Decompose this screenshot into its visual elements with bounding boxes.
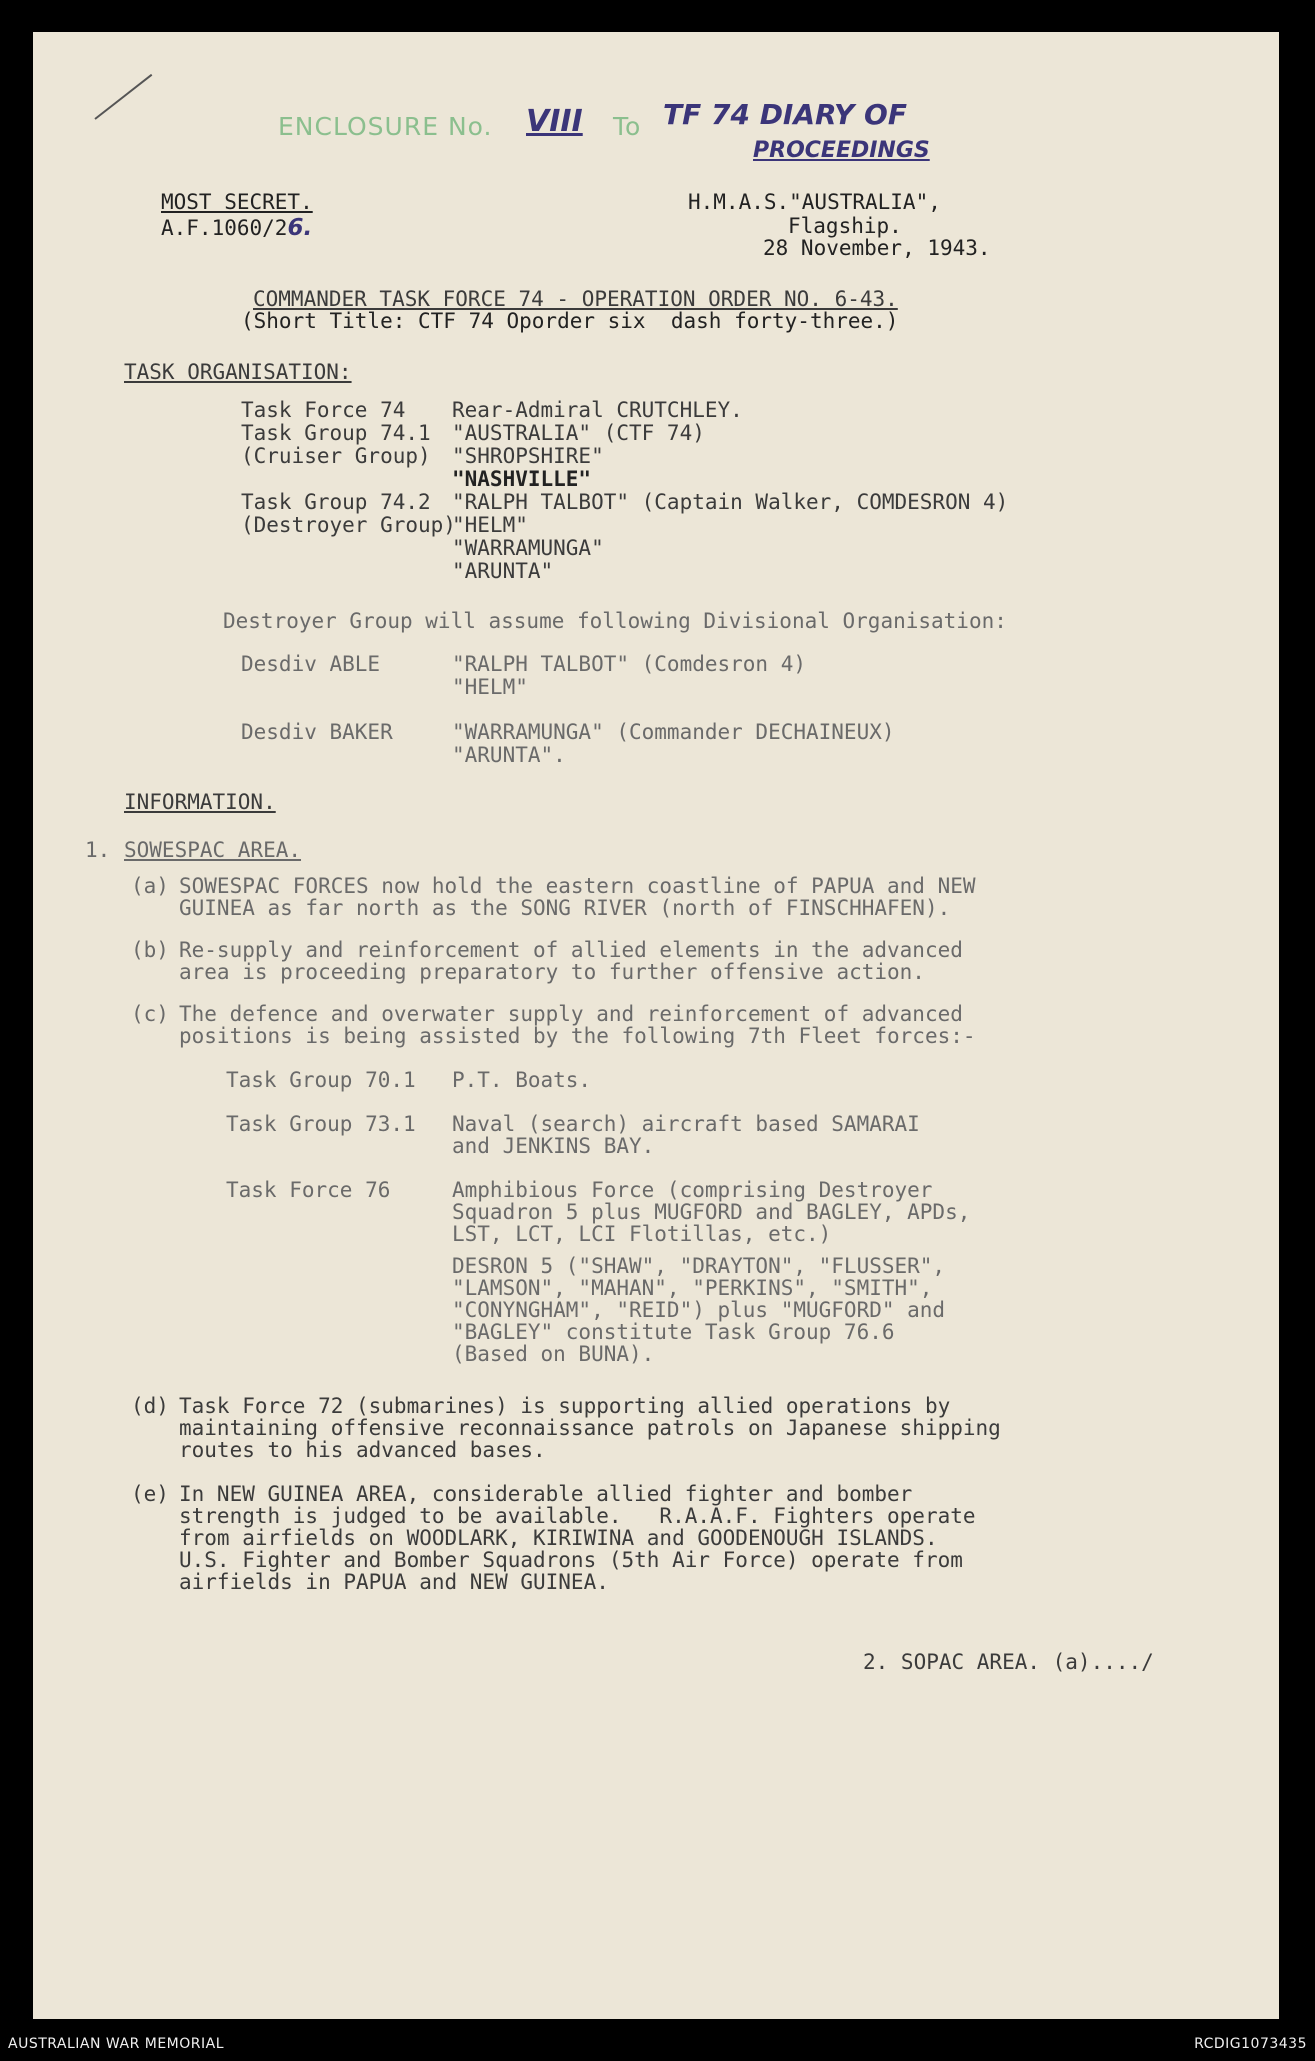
desdiv-name: Desdiv ABLE [241,652,381,676]
force-desc: (Based on BUNA). [452,1342,655,1366]
reference-handwritten: 6. [287,215,313,241]
reference-prefix: A.F.1060/2 [161,216,288,240]
enclosure-number: VIII [526,104,583,139]
reference-number [161,216,312,240]
task-org-right: "AUSTRALIA" (CTF 74) [452,421,705,445]
force-desc: P.T. Boats. [452,1068,592,1092]
force-desc: "BAGLEY" constitute Task Group 76.6 [452,1320,895,1344]
force-desc: DESRON 5 ("SHAW", "DRAYTON", "FLUSSER", [452,1254,946,1278]
archive-credit: AUSTRALIAN WAR MEMORIAL [8,2036,225,2052]
para-line: strength is judged to be available. R.A.A.F. Fighters operate [179,1504,976,1528]
force-desc: "LAMSON", "MAHAN", "PERKINS", "SMITH", [452,1276,933,1300]
task-org-right: "WARRAMUNGA" [452,536,604,560]
force-name: Task Force 76 [226,1178,391,1202]
task-org-right: "HELM" [452,513,528,537]
desdiv-ship: "HELM" [452,675,528,699]
para-line: U.S. Fighter and Bomber Squadrons (5th Air Force) operate from [179,1548,963,1572]
enclosure-stamp: ENCLOSURE No. [278,112,493,141]
task-org-right: "RALPH TALBOT" (Captain Walker, COMDESRON 4) [452,490,1009,514]
document-title: COMMANDER TASK FORCE 74 - OPERATION ORDER NO. 6-43. [253,287,898,311]
force-desc: Squadron 5 plus MUGFORD and BAGLEY, APDs, [452,1200,971,1224]
paper-clip-mark [94,74,152,120]
para-line: In NEW GUINEA AREA, considerable allied fighter and bomber [179,1482,913,1506]
force-desc: LST, LCT, LCI Flotillas, etc.) [452,1222,832,1246]
para-line: The defence and overwater supply and reinforcement of advanced [179,1002,963,1026]
continuation-note: 2. SOPAC AREA. (a)..../ [863,1650,1154,1674]
document-date: 28 November, 1943. [763,236,991,260]
force-name: Task Group 70.1 [226,1068,416,1092]
force-desc: and JENKINS BAY. [452,1134,655,1158]
document-page [33,32,1279,2019]
archive-id: RCDIG1073435 [1194,2036,1307,2052]
para-label: (c) [131,1002,169,1026]
para-label: (e) [131,1482,169,1506]
classification: MOST SECRET. [161,190,313,214]
ship-name: H.M.A.S."AUSTRALIA", [688,190,941,214]
enclosure-handwritten-line2: PROCEEDINGS [753,138,930,163]
task-org-left: Task Force 74 [241,398,406,422]
para-line: positions is being assisted by the following 7th Fleet forces:- [179,1024,976,1048]
para-line: Re-supply and reinforcement of allied elements in the advanced [179,938,963,962]
para-line: airfields in PAPUA and NEW GUINEA. [179,1570,609,1594]
task-org-left: Task Group 74.1 [241,421,431,445]
task-org-right: "SHROPSHIRE" [452,444,604,468]
force-name: Task Group 73.1 [226,1112,416,1136]
desdiv-ship: "ARUNTA". [452,743,566,767]
force-desc: Naval (search) aircraft based SAMARAI [452,1112,920,1136]
task-org-right: "ARUNTA" [452,559,554,583]
desdiv-name: Desdiv BAKER [241,720,393,744]
enclosure-to: To [613,112,642,141]
enclosure-handwritten-line1: TF 74 DIARY OF [663,98,907,131]
task-org-left: Task Group 74.2 [241,490,431,514]
para-label: (a) [131,874,169,898]
section-title: SOWESPAC AREA. [124,838,302,862]
divisional-intro: Destroyer Group will assume following Divisional Organisation: [223,609,1007,633]
flagship-label: Flagship. [788,214,902,238]
force-desc: Amphibious Force (comprising Destroyer [452,1178,933,1202]
para-line: SOWESPAC FORCES now hold the eastern coastline of PAPUA and NEW [179,874,976,898]
desdiv-ship: "RALPH TALBOT" (Comdesron 4) [452,652,807,676]
task-org-right: Rear-Admiral CRUTCHLEY. [452,398,743,422]
para-line: area is proceeding preparatory to further offensive action. [179,960,925,984]
para-line: routes to his advanced bases. [179,1438,546,1462]
task-org-right: "NASHVILLE" [452,467,592,491]
short-title: (Short Title: CTF 74 Oporder six dash forty-three.) [241,309,899,333]
para-line: maintaining offensive reconnaissance patrols on Japanese shipping [179,1416,1001,1440]
para-line: GUINEA as far north as the SONG RIVER (north of FINSCHHAFEN). [179,896,951,920]
para-line: from airfields on WOODLARK, KIRIWINA and GOODENOUGH ISLANDS. [179,1526,938,1550]
task-organisation-heading: TASK ORGANISATION: [124,360,352,384]
para-label: (d) [131,1394,169,1418]
section-number: 1. [85,838,111,862]
information-heading: INFORMATION. [124,790,276,814]
para-line: Task Force 72 (submarines) is supporting allied operations by [179,1394,951,1418]
desdiv-ship: "WARRAMUNGA" (Commander DECHAINEUX) [452,720,895,744]
task-org-left: (Destroyer Group) [241,513,456,537]
para-label: (b) [131,938,169,962]
force-desc: "CONYNGHAM", "REID") plus "MUGFORD" and [452,1298,946,1322]
task-org-left: (Cruiser Group) [241,444,431,468]
